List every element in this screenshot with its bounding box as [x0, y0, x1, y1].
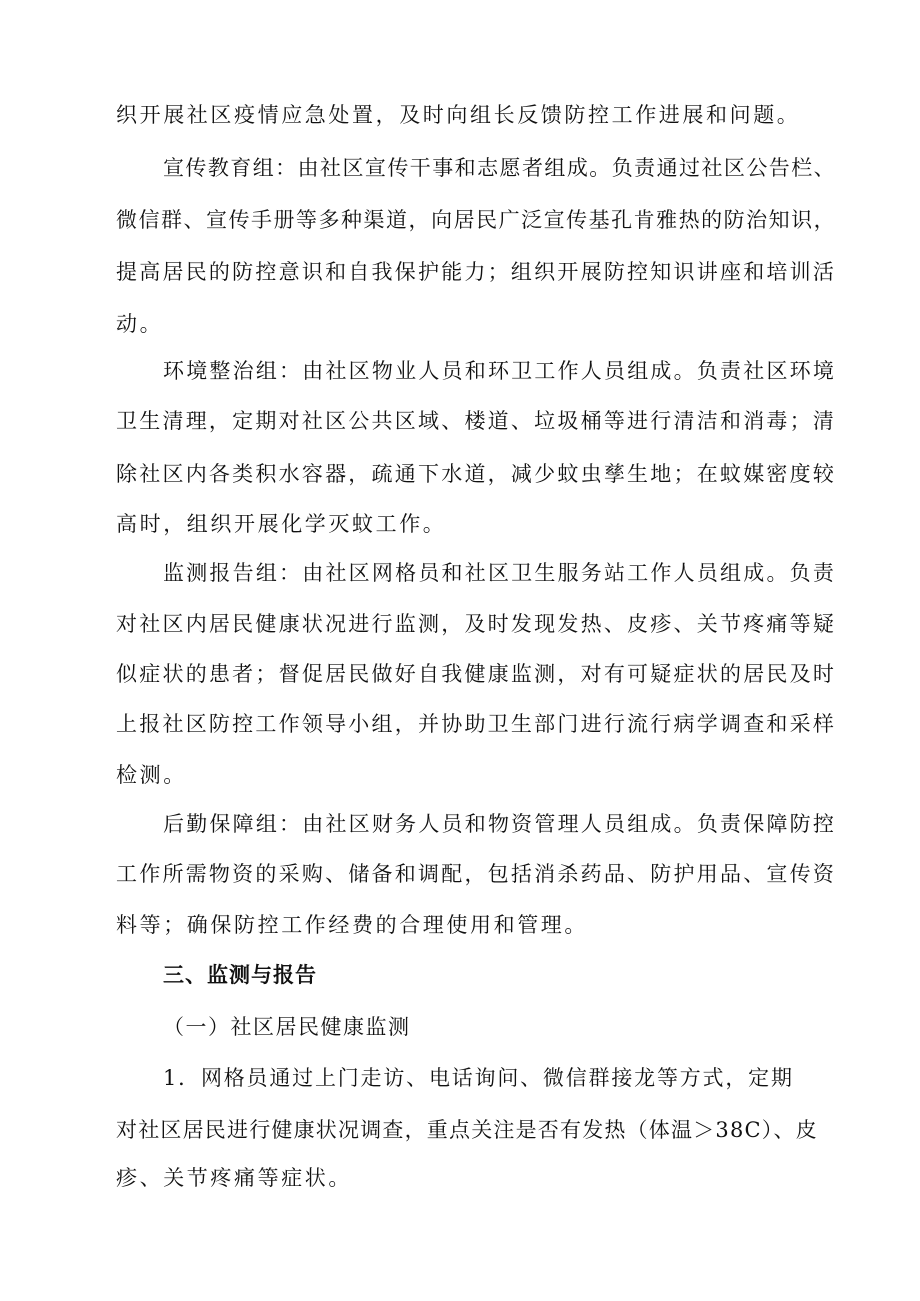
list-item-line: 1．网格员通过上门走访、电话询问、微信群接龙等方式，定期	[163, 1066, 794, 1090]
list-item-line: 对社区居民进行健康状况调查，重点关注是否有发热（体温＞38C）、皮	[116, 1118, 818, 1142]
paragraph-line: 织开展社区疫情应急处置，及时向组长反馈防控工作进展和问题。	[116, 103, 801, 127]
paragraph-line: 检测。	[116, 763, 187, 787]
paragraph-line: 似症状的患者；督促居民做好自我健康监测，对有可疑症状的居民及时	[116, 662, 836, 686]
paragraph-line: 除社区内各类积水容器，疏通下水道，减少蚊虫孳生地；在蚊媒密度较	[116, 462, 836, 486]
paragraph-line: 监测报告组：由社区网格员和社区卫生服务站工作人员组成。负责	[163, 561, 836, 585]
subsection-heading: （一）社区居民健康监测	[163, 1015, 411, 1039]
paragraph-line: 提高居民的防控意识和自我保护能力；组织开展防控知识讲座和培训活	[116, 260, 836, 284]
paragraph-line: 宣传教育组：由社区宣传干事和志愿者组成。负责通过社区公告栏、	[163, 156, 836, 180]
paragraph-line: 高时，组织开展化学灭蚊工作。	[116, 512, 447, 536]
paragraph-line: 工作所需物资的采购、储备和调配，包括消杀药品、防护用品、宣传资	[116, 862, 836, 886]
paragraph-line: 对社区内居民健康状况进行监测，及时发现发热、皮疹、关节疼痛等疑	[116, 612, 836, 636]
list-item-line: 疹、关节疼痛等症状。	[116, 1166, 352, 1190]
section-heading: 三、监测与报告	[163, 963, 317, 987]
paragraph-line: 上报社区防控工作领导小组，并协助卫生部门进行流行病学调查和采样	[116, 712, 836, 736]
paragraph-line: 微信群、宣传手册等多种渠道，向居民广泛宣传基孔肯雅热的防治知识，	[116, 208, 836, 232]
paragraph-line: 卫生清理，定期对社区公共区域、楼道、垃圾桶等进行清洁和消毒；清	[116, 409, 836, 433]
paragraph-line: 环境整治组：由社区物业人员和环卫工作人员组成。负责社区环境	[163, 359, 836, 383]
paragraph-line: 料等；确保防控工作经费的合理使用和管理。	[116, 913, 588, 937]
paragraph-line: 后勤保障组：由社区财务人员和物资管理人员组成。负责保障防控	[163, 812, 836, 836]
paragraph-line: 动。	[116, 312, 164, 336]
